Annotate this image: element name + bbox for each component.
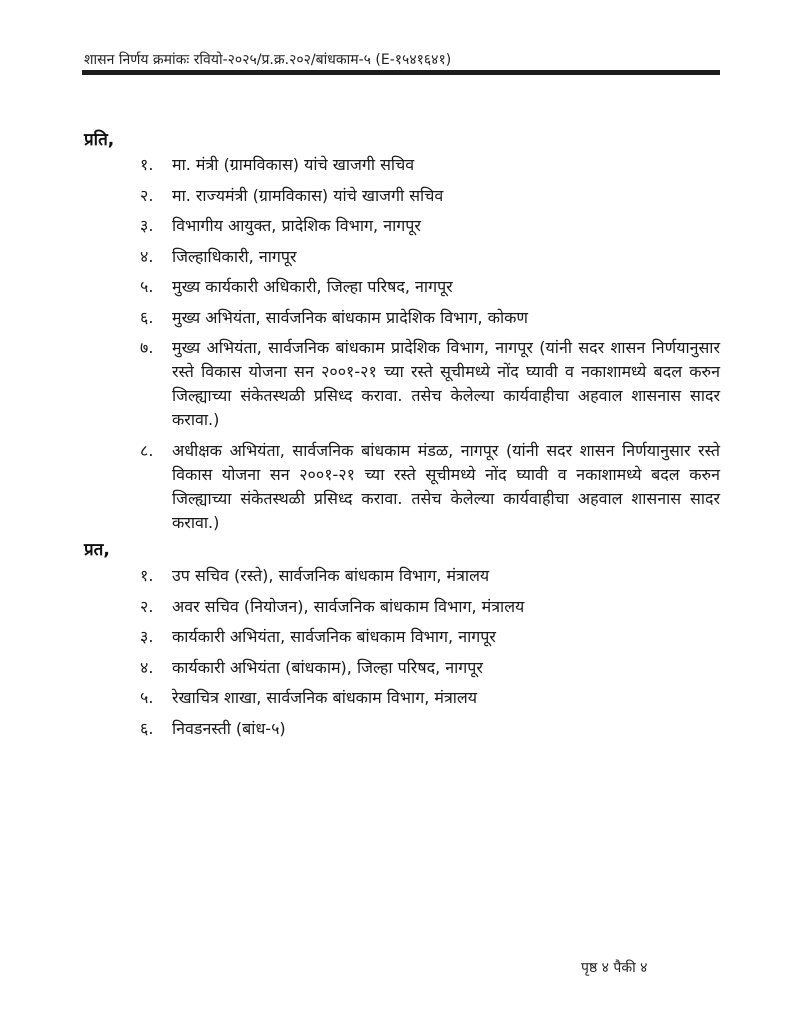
recipient-item — [140, 214, 720, 238]
item-text: विभागीय आयुक्त, प्रादेशिक विभाग, नागपूर — [172, 216, 421, 235]
item-text: रेखाचित्र शाखा, सार्वजनिक बांधकाम विभाग, मंत्रालय — [172, 688, 478, 707]
item-text: मा. मंत्री (ग्रामविकास) यांचे खाजगी सचिव — [172, 155, 415, 174]
copy-section-heading: प्रत, — [84, 540, 110, 560]
item-text: निवडनस्ती (बांध-५) — [172, 718, 286, 738]
item-number: ३. — [140, 627, 154, 646]
item-number: ८. — [140, 440, 154, 460]
copy-item — [140, 625, 720, 649]
recipient-item — [140, 275, 720, 299]
item-text: मुख्य अभियंता, सार्वजनिक बांधकाम प्रादेशिक विभाग, कोकण — [172, 307, 529, 327]
item-number: ७. — [140, 338, 154, 357]
item-number: ६. — [140, 307, 154, 327]
item-number: ६. — [140, 718, 154, 738]
document-reference-header: शासन निर्णय क्रमांकः रवियो-२०२५/प्र.क्र.२०२/बांधकाम-५ (E-१५४१६४१) — [84, 52, 452, 68]
copy-item — [140, 564, 720, 588]
recipient-item — [140, 245, 720, 269]
to-recipient-list — [140, 153, 720, 541]
copy-item — [140, 595, 720, 619]
item-number: १. — [140, 155, 154, 174]
item-text: मुख्य अभियंता, सार्वजनिक बांधकाम प्रादेशिक विभाग, नागपूर (यांनी सदर शासन निर्णयानुसार रस्ते विकास योजना सन २००१-२१ च्या रस्ते सूचीमध्ये नोंद घ्यावी व नकाशामध्ये बदल करुन जिल्ह्याच्या संकेतस्थळी प्रसिध्द करावा. तसेच केलेल्या कार्यवाहीचा अहवाल शासनास सादर करावा.) — [172, 338, 720, 429]
recipient-item — [140, 306, 720, 330]
item-text: मा. राज्यमंत्री (ग्रामविकास) यांचे खाजगी सचिव — [172, 185, 444, 205]
item-text: मुख्य कार्यकारी अधिकारी, जिल्हा परिषद, नागपूर — [172, 277, 453, 296]
recipient-item — [140, 184, 720, 208]
recipient-item — [140, 439, 720, 535]
copy-item — [140, 686, 720, 710]
item-text: कार्यकारी अभियंता, सार्वजनिक बांधकाम विभाग, नागपूर — [172, 627, 496, 646]
to-section-heading: प्रति, — [84, 130, 115, 150]
item-text: जिल्हाधिकारी, नागपूर — [172, 246, 297, 266]
item-text: अवर सचिव (नियोजन), सार्वजनिक बांधकाम विभाग, मंत्रालय — [172, 596, 525, 616]
item-number: ५. — [140, 277, 154, 296]
copy-item — [140, 656, 720, 680]
item-text: अधीक्षक अभियंता, सार्वजनिक बांधकाम मंडळ, नागपूर (यांनी सदर शासन निर्णयानुसार रस्ते विकास योजना सन २००१-२१ च्या रस्ते सूचीमध्ये नोंद घ्यावी व नकाशामध्ये बदल करुन जिल्ह्याच्या संकेतस्थळी प्रसिध्द करावा. तसेच केलेल्या कार्यवाहीचा अहवाल शासनास सादर करावा.) — [172, 440, 720, 532]
item-text: कार्यकारी अभियंता (बांधकाम), जिल्हा परिषद, नागपूर — [172, 657, 483, 677]
recipient-item — [140, 153, 720, 177]
item-number: ४. — [140, 246, 154, 266]
copy-recipient-list — [140, 564, 720, 747]
item-number: २. — [140, 185, 154, 205]
header-divider — [82, 70, 720, 75]
item-number: २. — [140, 596, 154, 616]
item-number: ५. — [140, 688, 154, 707]
page-number: पृष्ठ ४ पैकी ४ — [581, 960, 648, 976]
copy-item — [140, 717, 720, 741]
item-number: १. — [140, 566, 154, 585]
recipient-item — [140, 336, 720, 432]
item-number: ४. — [140, 657, 154, 677]
item-number: ३. — [140, 216, 154, 235]
item-text: उप सचिव (रस्ते), सार्वजनिक बांधकाम विभाग, मंत्रालय — [172, 566, 490, 585]
